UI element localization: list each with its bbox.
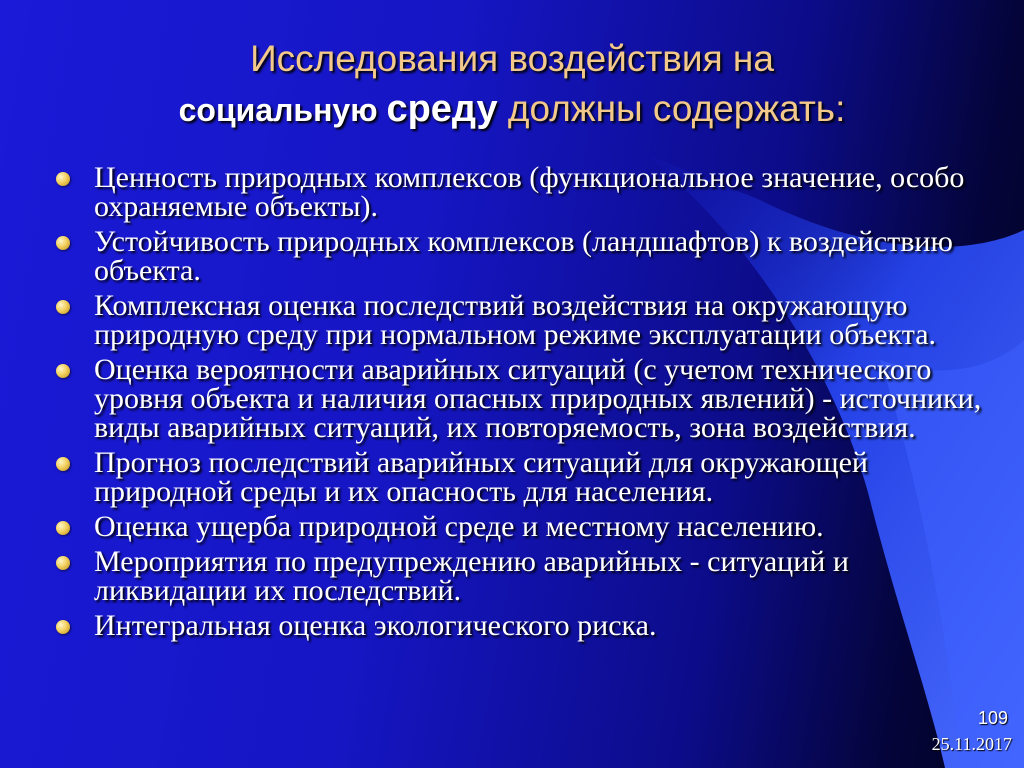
bullet-text: Комплексная оценка последствий воздействия на окружающую природную среду при нормальном режиме эксплуатации объекта. [94,289,937,351]
page-number: 109 [977,708,1008,728]
bullet-text: Прогноз последствий аварийных ситуаций для окружающей природной среды и их опасность для населения. [94,446,868,508]
bullet-item [56,227,986,285]
bullet-dot-icon [56,556,70,570]
bullet-item [56,512,986,541]
bullet-text: Мероприятия по предупреждению аварийных - ситуаций и ликвидации их последствий. [94,545,849,607]
title-word-social: социальную [178,92,387,128]
bullet-dot-icon [56,521,70,535]
bullet-dot-icon [56,620,70,634]
bullet-dot-icon [56,457,70,471]
bullet-text: Ценность природных комплексов (функциональное значение, особо охраняемые объекты). [94,161,965,223]
bullet-text: Оценка вероятности аварийных ситуаций (с учетом технического уровня объекта и наличия опасных природных явлений) - источники, виды аварийных ситуаций, их повторяемость, зона воздействия. [94,353,982,444]
bullet-item [56,291,986,349]
title-word-rest: должны содержать: [497,88,846,129]
bullet-text: Оценка ущерба природной среде и местному населению. [94,510,824,543]
title-line-1: Исследования воздействия на [250,38,774,79]
bullet-dot-icon [56,172,70,186]
bullet-item [56,163,986,221]
bullet-list [56,163,986,646]
bullet-item [56,547,986,605]
title-line-2 [0,84,1024,135]
bullet-dot-icon [56,364,70,378]
bullet-item [56,611,986,640]
bullet-text: Интегральная оценка экологического риска. [94,609,657,642]
bullet-dot-icon [56,236,70,250]
bullet-dot-icon [56,300,70,314]
bullet-item [56,355,986,442]
slide-date: 25.11.2017 [931,734,1012,754]
title-word-environment: среду [386,88,498,130]
bullet-text: Устойчивость природных комплексов (ландшафтов) к воздействию объекта. [94,225,953,287]
slide-title [0,34,1024,135]
bullet-item [56,448,986,506]
